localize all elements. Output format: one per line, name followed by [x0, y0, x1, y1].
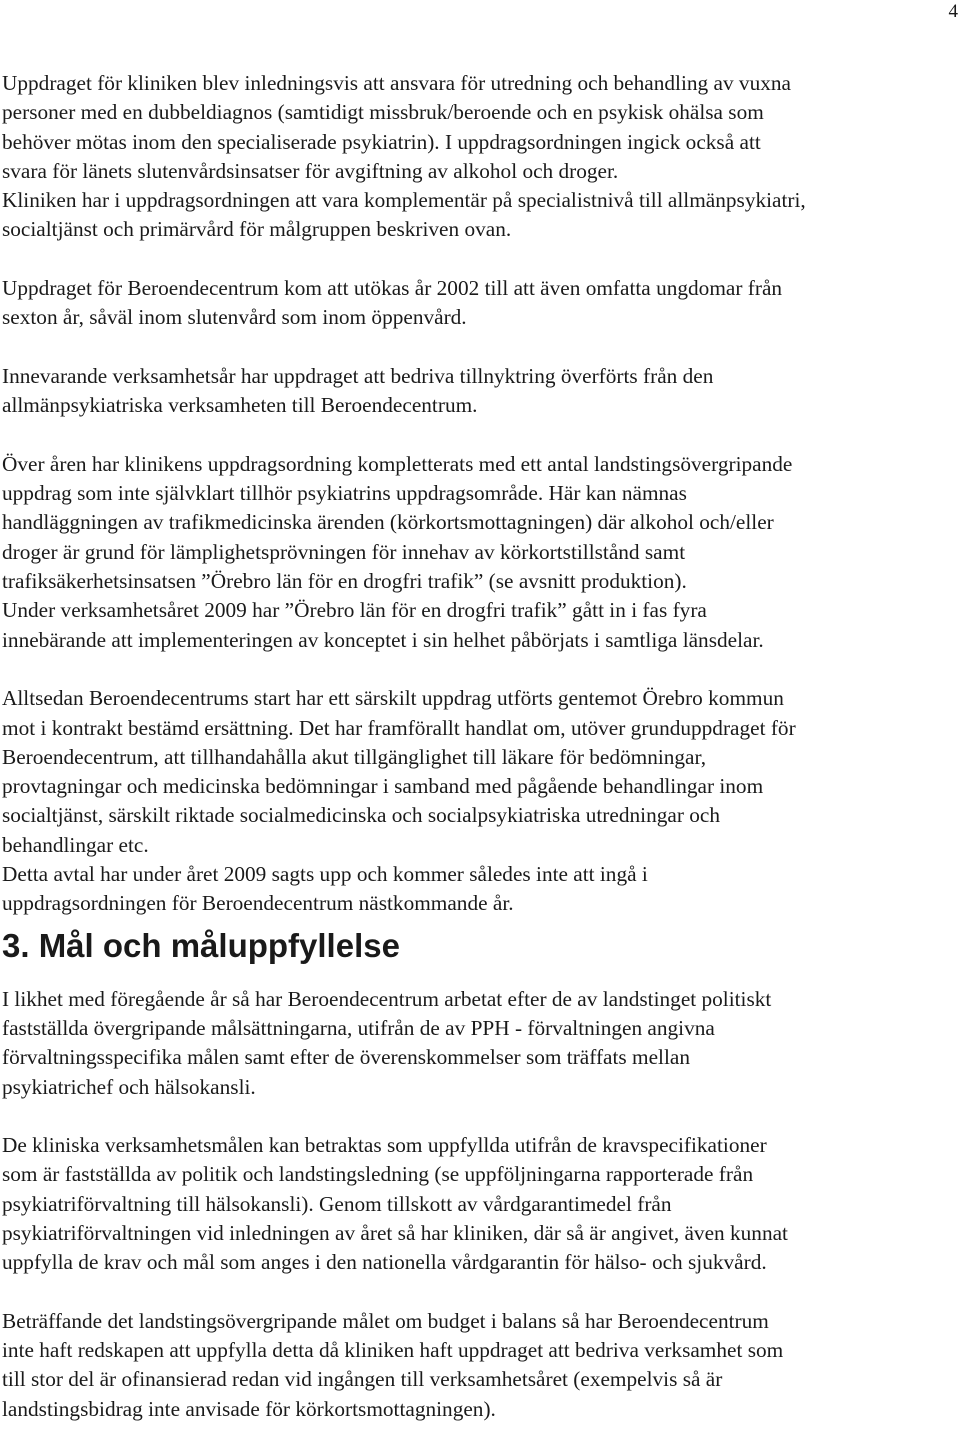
text-line: uppfylla de krav och mål som anges i den nationella vårdgarantin för hälso- och sjukvård.: [2, 1250, 767, 1275]
text-line: personer med en dubbeldiagnos (samtidigt missbruk/beroende och en psykisk ohälsa som: [2, 100, 764, 125]
text-line: Kliniken har i uppdragsordningen att vara komplementär på specialistnivå till allmänpsykiatri,: [2, 188, 806, 213]
text-line: som är fastställda av politik och landstingsledning (se uppföljningarna rapporterade från: [2, 1162, 754, 1187]
text-line: Detta avtal har under året 2009 sagts upp och kommer således inte att ingå i: [2, 862, 648, 887]
text-line: förvaltningsspecifika målen samt efter de överenskommelser som träffats mellan: [2, 1045, 690, 1070]
section-heading: 3. Mål och måluppfyllelse: [2, 926, 400, 964]
text-line: Innevarande verksamhetsår har uppdraget att bedriva tillnyktring överförts från den: [2, 363, 714, 388]
text-line: Beroendecentrum, att tillhandahålla akut tillgänglighet till läkare för bedömningar,: [2, 744, 707, 769]
text-line: psykiatriförvaltning till hälsokansli). Genom tillskott av vårdgarantimedel från: [2, 1191, 672, 1216]
text-line: trafiksäkerhetsinsatsen ”Örebro län för en drogfri trafik” (se avsnitt produktion).: [2, 569, 687, 594]
text-line: inte haft redskapen att uppfylla detta då kliniken haft uppdraget att bedriva verksamhet som: [2, 1338, 784, 1363]
document-body: [2, 69, 954, 1424]
paragraph: [2, 684, 954, 918]
text-line: fastställda övergripande målsättningarna, utifrån de av PPH - förvaltningen angivna: [2, 1015, 715, 1040]
text-line: Uppdraget för kliniken blev inledningsvis att ansvara för utredning och behandling av vuxna: [2, 71, 791, 95]
text-line: innebärande att implementeringen av konceptet i sin helhet påbörjats i samtliga länsdelar.: [2, 627, 764, 652]
paragraph: [2, 985, 954, 1102]
paragraph: [2, 1307, 954, 1424]
paragraph-gap: [2, 333, 954, 362]
text-line: till stor del är ofinansierad redan vid ingången till verksamhetsåret (exempelvis så är: [2, 1367, 723, 1392]
text-line: uppdrag som inte självklart tillhör psykiatrins uppdragsområde. Här kan nämnas: [2, 481, 687, 506]
text-line: I likhet med föregående år så har Beroendecentrum arbetat efter de av landstinget politiskt: [2, 986, 772, 1011]
text-line: psykiatrichef och hälsokansli.: [2, 1074, 256, 1099]
paragraph: [2, 450, 954, 655]
text-line: Under verksamhetsåret 2009 har ”Örebro län för en drogfri trafik” gått in i fas fyra: [2, 598, 707, 623]
text-line: Uppdraget för Beroendecentrum kom att utökas år 2002 till att även omfatta ungdomar från: [2, 276, 783, 301]
paragraph: [2, 1131, 954, 1277]
text-line: behandlingar etc.: [2, 832, 149, 857]
text-line: mot i kontrakt bestämd ersättning. Det har framförallt handlat om, utöver grunduppdraget för: [2, 715, 796, 740]
text-line: socialtjänst och primärvård för målgruppen beskriven ovan.: [2, 217, 512, 242]
text-line: behöver mötas inom den specialiserade psykiatrin). I uppdragsordningen ingick också att: [2, 129, 761, 154]
text-line: landstingsbidrag inte anvisade för körkortsmottagningen).: [2, 1396, 496, 1421]
text-line: Alltsedan Beroendecentrums start har ett särskilt uppdrag utförts gentemot Örebro kommun: [2, 686, 784, 711]
text-line: handläggningen av trafikmedicinska ärenden (körkortsmottagningen) där alkohol och/eller: [2, 510, 774, 535]
paragraph: [2, 274, 954, 333]
paragraph: [2, 69, 954, 245]
text-line: allmänpsykiatriska verksamheten till Beroendecentrum.: [2, 393, 478, 418]
page-number: 4: [948, 1, 958, 22]
paragraph-gap: [2, 1278, 954, 1307]
text-line: Beträffande det landstingsövergripande målet om budget i balans så har Beroendecentrum: [2, 1308, 769, 1333]
paragraph-gap: [2, 655, 954, 684]
text-line: svara för länets slutenvårdsinsatser för avgiftning av alkohol och droger.: [2, 158, 619, 183]
text-line: provtagningar och medicinska bedömningar i samband med pågående behandlingar inom: [2, 774, 764, 799]
text-line: sexton år, såväl inom slutenvård som inom öppenvård.: [2, 305, 467, 330]
text-line: droger är grund för lämplighetsprövningen för innehav av körkortstillstånd samt: [2, 539, 686, 564]
text-line: De kliniska verksamhetsmålen kan betraktas som uppfyllda utifrån de kravspecifikationer: [2, 1133, 767, 1158]
text-line: uppdragsordningen för Beroendecentrum nästkommande år.: [2, 891, 514, 916]
text-line: socialtjänst, särskilt riktade socialmedicinska och socialpsykiatriska utredningar och: [2, 803, 720, 828]
paragraph-gap: [2, 421, 954, 450]
paragraph-gap: [2, 1102, 954, 1131]
text-line: Över åren har klinikens uppdragsordning kompletterats med ett antal landstingsövergripande: [2, 451, 793, 476]
paragraph: [2, 362, 954, 421]
paragraph-gap: [2, 245, 954, 274]
text-line: psykiatriförvaltningen vid inledningen av året så har kliniken, där så är angivet, även kunnat: [2, 1220, 788, 1245]
